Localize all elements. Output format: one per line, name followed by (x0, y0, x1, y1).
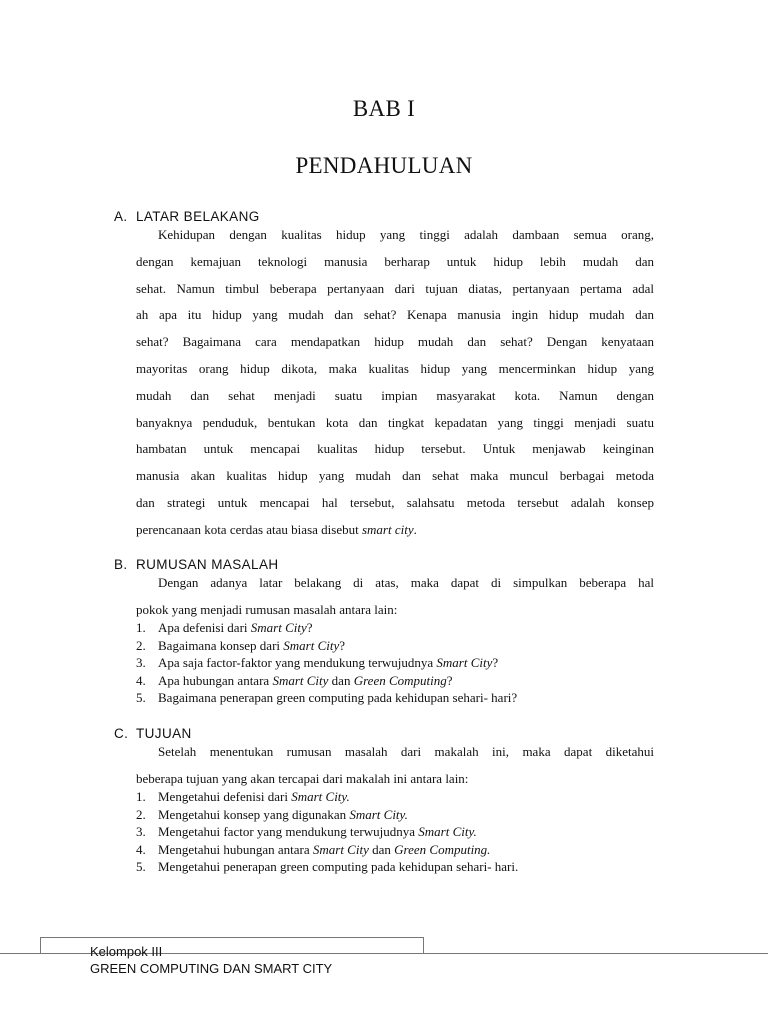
chapter-label: BAB I (352, 96, 416, 121)
last-line-italic: smart city (361, 521, 414, 537)
list-item (136, 858, 654, 876)
list-item (136, 841, 654, 859)
section-c-intro (136, 742, 654, 787)
intro-line: Setelah menentukan rumusan masalah dari makalah ini, maka dapat diketahui (158, 744, 654, 759)
footer-rule (40, 937, 41, 953)
paragraph-line: manusia akan kualitas hidup yang mudah dan sehat maka muncul berbagai metoda (136, 468, 654, 484)
paragraph-line: hambatan untuk mencapai kualitas hidup tersebut. Untuk menjawab keinginan (136, 441, 654, 457)
item-italic: Smart City (283, 637, 340, 653)
section-b-letter: B. (114, 557, 128, 572)
section-b-list (136, 619, 654, 707)
footer-topic: GREEN COMPUTING DAN SMART CITY (90, 961, 333, 976)
list-number: 4. (136, 841, 146, 857)
list-item (136, 672, 654, 690)
last-line-text: perencanaan kota cerdas atau biasa disebut (136, 521, 362, 537)
section-a-paragraph (136, 225, 654, 547)
paragraph-line: mayoritas orang hidup dikota, maka kualitas hidup yang mencerminkan hidup yang (136, 360, 654, 376)
item-text: Mengetahui konsep yang digunakan (158, 806, 350, 822)
item-text: Mengetahui hubungan antara (158, 841, 313, 857)
item-italic: Smart City. (418, 824, 477, 840)
list-number: 4. (136, 672, 146, 688)
list-item (136, 637, 654, 655)
list-number: 3. (136, 655, 146, 671)
paragraph-line: dan strategi untuk mencapai hal tersebut, salahsatu metoda tersebut adalah konsep (136, 494, 654, 510)
item-italic: Smart City (436, 655, 493, 671)
item-italic: Smart City. (349, 806, 408, 822)
item-text: Bagaimana penerapan green computing pada kehidupan sehari- hari? (158, 690, 518, 706)
footer-rule (423, 937, 424, 953)
section-b-heading (114, 557, 279, 572)
list-item (136, 823, 654, 841)
list-number: 1. (136, 789, 146, 804)
item-text: ? (492, 655, 499, 671)
item-italic: Green Computing (353, 672, 447, 688)
item-text: Apa saja factor-faktor yang mendukung terwujudnya (158, 655, 437, 671)
list-item (136, 619, 654, 637)
item-italic: Smart City (250, 620, 307, 635)
list-item (136, 689, 654, 707)
item-text: ? (446, 672, 453, 688)
paragraph-line: dengan kemajuan teknologi manusia berharap untuk hidup lebih mudah dan (136, 253, 654, 269)
list-number: 3. (136, 824, 146, 840)
item-text: Mengetahui penerapan green computing pada kehidupan sehari- hari. (158, 859, 519, 875)
item-italic: Green Computing. (394, 841, 491, 857)
item-text: dan (328, 672, 354, 688)
footer-rule (40, 937, 423, 938)
item-text: ? (306, 620, 313, 635)
intro-line: beberapa tujuan yang akan tercapai dari makalah ini antara lain: (136, 770, 469, 786)
paragraph-line: mudah dan sehat menjadi suatu impian masyarakat kota. Namun dengan (136, 387, 654, 403)
list-number: 2. (136, 806, 146, 822)
paragraph-line: sehat. Namun timbul beberapa pertanyaan dari tujuan diatas, pertanyaan pertama adal (136, 280, 654, 296)
item-text: Apa defenisi dari (158, 620, 251, 635)
list-number: 2. (136, 637, 146, 653)
footer-group: Kelompok III (90, 944, 163, 959)
section-c-title: TUJUAN (136, 726, 192, 741)
paragraph-line: ah apa itu hidup yang mudah dan sehat? Kenapa manusia ingin hidup mudah dan (136, 307, 654, 323)
item-text: Mengetahui factor yang mendukung terwujudnya (158, 824, 419, 840)
intro-line: Dengan adanya latar belakang di atas, maka dapat di simpulkan beberapa hal (158, 575, 654, 590)
paragraph-line: banyaknya penduduk, bentukan kota dan tingkat kepadatan yang tinggi menjadi suatu (136, 414, 654, 430)
last-line-end: . (413, 521, 417, 537)
item-text: dan (368, 841, 395, 857)
item-italic: Smart City. (291, 789, 350, 804)
section-a-title: LATAR BELAKANG (136, 209, 260, 224)
list-number: 5. (136, 859, 146, 875)
paragraph-line: sehat? Bagaimana cara mendapatkan hidup mudah dan sehat? Dengan kenyataan (136, 334, 654, 350)
list-item (136, 654, 654, 672)
section-c-list (136, 788, 654, 876)
section-a-letter: A. (114, 209, 128, 224)
paragraph-last-line (136, 520, 654, 547)
item-italic: Smart City (272, 672, 329, 688)
list-item (136, 788, 654, 806)
list-number: 5. (136, 690, 146, 706)
section-a-heading (114, 209, 260, 224)
section-b-intro (136, 573, 654, 618)
section-c-heading (114, 726, 192, 741)
section-b-title: RUMUSAN MASALAH (136, 557, 279, 572)
intro-line: pokok yang menjadi rumusan masalah antara lain: (136, 601, 398, 617)
list-number: 1. (136, 620, 146, 635)
section-c-letter: C. (114, 726, 129, 741)
list-item (136, 806, 654, 824)
chapter-title: PENDAHULUAN (295, 153, 473, 178)
item-text: Mengetahui defenisi dari (158, 789, 292, 804)
item-text: Bagaimana konsep dari (158, 637, 284, 653)
paragraph-line: Kehidupan dengan kualitas hidup yang tinggi adalah dambaan semua orang, (158, 227, 654, 242)
item-text: ? (339, 637, 346, 653)
item-text: Apa hubungan antara (158, 672, 273, 688)
item-italic: Smart City (312, 841, 369, 857)
